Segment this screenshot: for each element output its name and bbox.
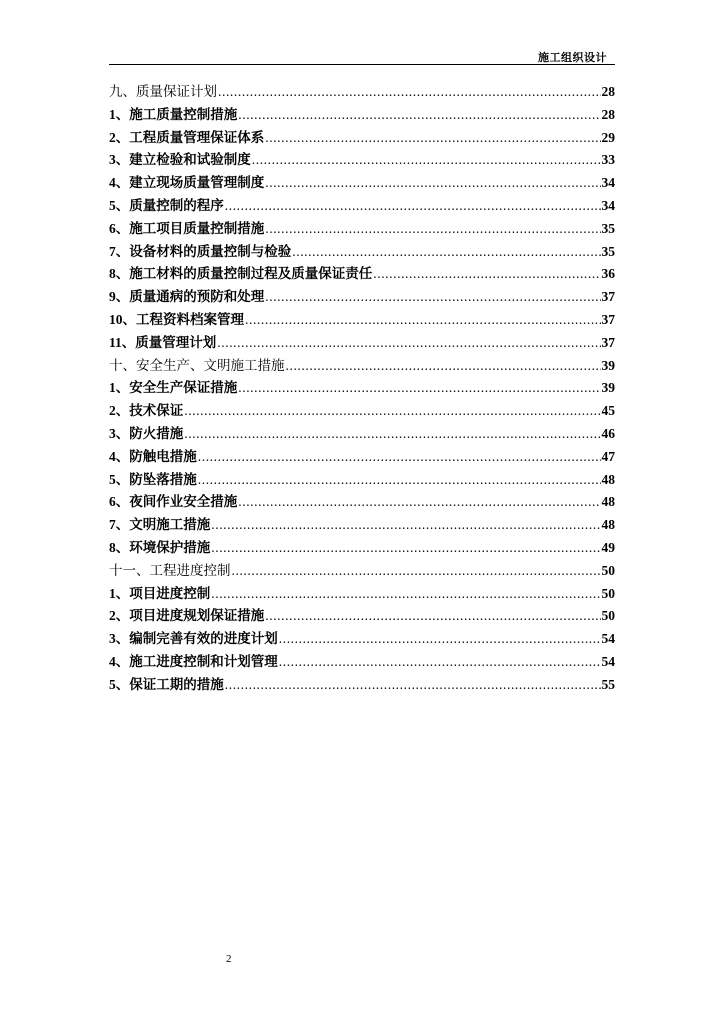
toc-entry-page: 49 (601, 539, 615, 555)
toc-entry-page: 33 (601, 152, 615, 168)
toc-entry-title: 6、夜间作业安全措施 (109, 494, 238, 510)
toc-entry-page: 37 (601, 311, 615, 327)
toc-dot-leader (184, 426, 600, 442)
toc-entry-5[interactable] (109, 171, 615, 194)
toc-entry-page: 34 (601, 175, 615, 191)
toc-dot-leader (211, 586, 600, 602)
toc-entry-title: 5、保证工期的措施 (109, 676, 224, 692)
table-of-contents (109, 80, 615, 696)
toc-entry-page: 50 (601, 562, 615, 578)
toc-entry-page: 28 (601, 84, 615, 99)
toc-entry-page: 55 (601, 676, 615, 692)
toc-entry-title: 7、设备材料的质量控制与检验 (109, 243, 292, 259)
toc-entry-title: 2、技术保证 (109, 403, 184, 419)
toc-entry-13[interactable] (109, 354, 615, 377)
toc-dot-leader (232, 563, 601, 579)
toc-dot-leader (225, 198, 601, 214)
toc-entry-17[interactable] (109, 445, 615, 468)
toc-entry-page: 45 (601, 403, 615, 419)
toc-dot-leader (238, 494, 600, 510)
toc-entry-title: 4、建立现场质量管理制度 (109, 175, 265, 191)
toc-entry-10[interactable] (109, 285, 615, 308)
toc-entry-title: 4、施工进度控制和计划管理 (109, 653, 278, 669)
toc-entry-page: 47 (601, 448, 615, 464)
toc-entry-20[interactable] (109, 513, 615, 536)
toc-entry-page: 34 (601, 197, 615, 213)
toc-entry-page: 48 (601, 471, 615, 487)
toc-entry-title: 5、质量控制的程序 (109, 197, 224, 213)
toc-entry-title: 1、项目进度控制 (109, 585, 211, 601)
toc-entry-page: 50 (601, 608, 615, 624)
toc-entry-page: 37 (601, 334, 615, 350)
toc-entry-21[interactable] (109, 536, 615, 559)
toc-entry-page: 54 (601, 653, 615, 669)
toc-dot-leader (211, 540, 600, 556)
toc-entry-14[interactable] (109, 376, 615, 399)
toc-dot-leader (292, 244, 600, 260)
toc-dot-leader (217, 335, 600, 351)
toc-entry-title: 3、建立检验和试验制度 (109, 152, 251, 168)
page-number: 2 (226, 953, 232, 965)
toc-entry-title: 6、施工项目质量控制措施 (109, 220, 265, 236)
toc-dot-leader (265, 608, 600, 624)
toc-entry-title: 十、安全生产、文明施工措施 (109, 357, 285, 373)
toc-entry-15[interactable] (109, 399, 615, 422)
toc-entry-page: 28 (601, 106, 615, 122)
toc-dot-leader (245, 312, 601, 328)
toc-entry-11[interactable] (109, 308, 615, 331)
toc-entry-title: 2、工程质量管理保证体系 (109, 129, 265, 145)
toc-dot-leader (265, 175, 600, 191)
toc-entry-title: 8、施工材料的质量控制过程及质量保证责任 (109, 266, 373, 282)
toc-entry-12[interactable] (109, 331, 615, 354)
toc-entry-25[interactable] (109, 627, 615, 650)
toc-entry-page: 39 (601, 380, 615, 396)
toc-dot-leader (252, 152, 601, 168)
toc-dot-leader (225, 677, 601, 693)
toc-dot-leader (279, 631, 601, 647)
toc-entry-page: 48 (601, 494, 615, 510)
toc-entry-24[interactable] (109, 604, 615, 627)
toc-entry-title: 十一、工程进度控制 (109, 562, 231, 578)
toc-dot-leader (211, 517, 600, 533)
toc-dot-leader (198, 472, 601, 488)
toc-dot-leader (286, 358, 601, 374)
toc-entry-6[interactable] (109, 194, 615, 217)
toc-entry-9[interactable] (109, 262, 615, 285)
toc-entry-23[interactable] (109, 582, 615, 605)
toc-entry-title: 10、工程资料档案管理 (109, 311, 244, 327)
toc-entry-title: 九、质量保证计划 (109, 84, 217, 99)
toc-entry-22[interactable] (109, 559, 615, 582)
toc-entry-page: 37 (601, 289, 615, 305)
toc-entry-page: 39 (601, 357, 615, 373)
toc-entry-title: 4、防触电措施 (109, 448, 197, 464)
toc-entry-18[interactable] (109, 468, 615, 491)
toc-entry-page: 35 (601, 243, 615, 259)
toc-entry-title: 2、项目进度规划保证措施 (109, 608, 265, 624)
toc-dot-leader (265, 289, 600, 305)
toc-entry-page: 46 (601, 425, 615, 441)
toc-entry-page: 50 (601, 585, 615, 601)
toc-entry-4[interactable] (109, 148, 615, 171)
toc-dot-leader (238, 380, 600, 396)
toc-entry-7[interactable] (109, 217, 615, 240)
toc-entry-8[interactable] (109, 240, 615, 263)
toc-entry-title: 7、文明施工措施 (109, 517, 211, 533)
toc-entry-page: 54 (601, 631, 615, 647)
toc-entry-19[interactable] (109, 490, 615, 513)
toc-dot-leader (373, 266, 600, 282)
toc-dot-leader (198, 449, 601, 465)
toc-entry-page: 35 (601, 220, 615, 236)
toc-entry-title: 3、防火措施 (109, 425, 184, 441)
toc-dot-leader (218, 84, 601, 100)
toc-entry-title: 1、施工质量控制措施 (109, 106, 238, 122)
header-title: 施工组织设计 (538, 52, 607, 64)
toc-entry-title: 3、编制完善有效的进度计划 (109, 631, 278, 647)
toc-dot-leader (265, 221, 600, 237)
toc-entry-page: 48 (601, 517, 615, 533)
toc-entry-title: 1、安全生产保证措施 (109, 380, 238, 396)
toc-entry-2[interactable] (109, 103, 615, 126)
toc-entry-page: 36 (601, 266, 615, 282)
toc-entry-27[interactable] (109, 673, 615, 696)
toc-dot-leader (265, 130, 600, 146)
toc-entry-title: 9、质量通病的预防和处理 (109, 289, 265, 305)
toc-entry-title: 11、质量管理计划 (109, 334, 217, 350)
toc-dot-leader (184, 403, 600, 419)
toc-entry-page: 29 (601, 129, 615, 145)
toc-entry-1[interactable] (109, 80, 615, 103)
toc-dot-leader (279, 654, 601, 670)
header-divider (109, 64, 615, 65)
toc-entry-title: 5、防坠落措施 (109, 471, 197, 487)
toc-entry-3[interactable] (109, 126, 615, 149)
toc-dot-leader (238, 107, 600, 123)
toc-entry-26[interactable] (109, 650, 615, 673)
toc-entry-title: 8、环境保护措施 (109, 539, 211, 555)
toc-entry-16[interactable] (109, 422, 615, 445)
